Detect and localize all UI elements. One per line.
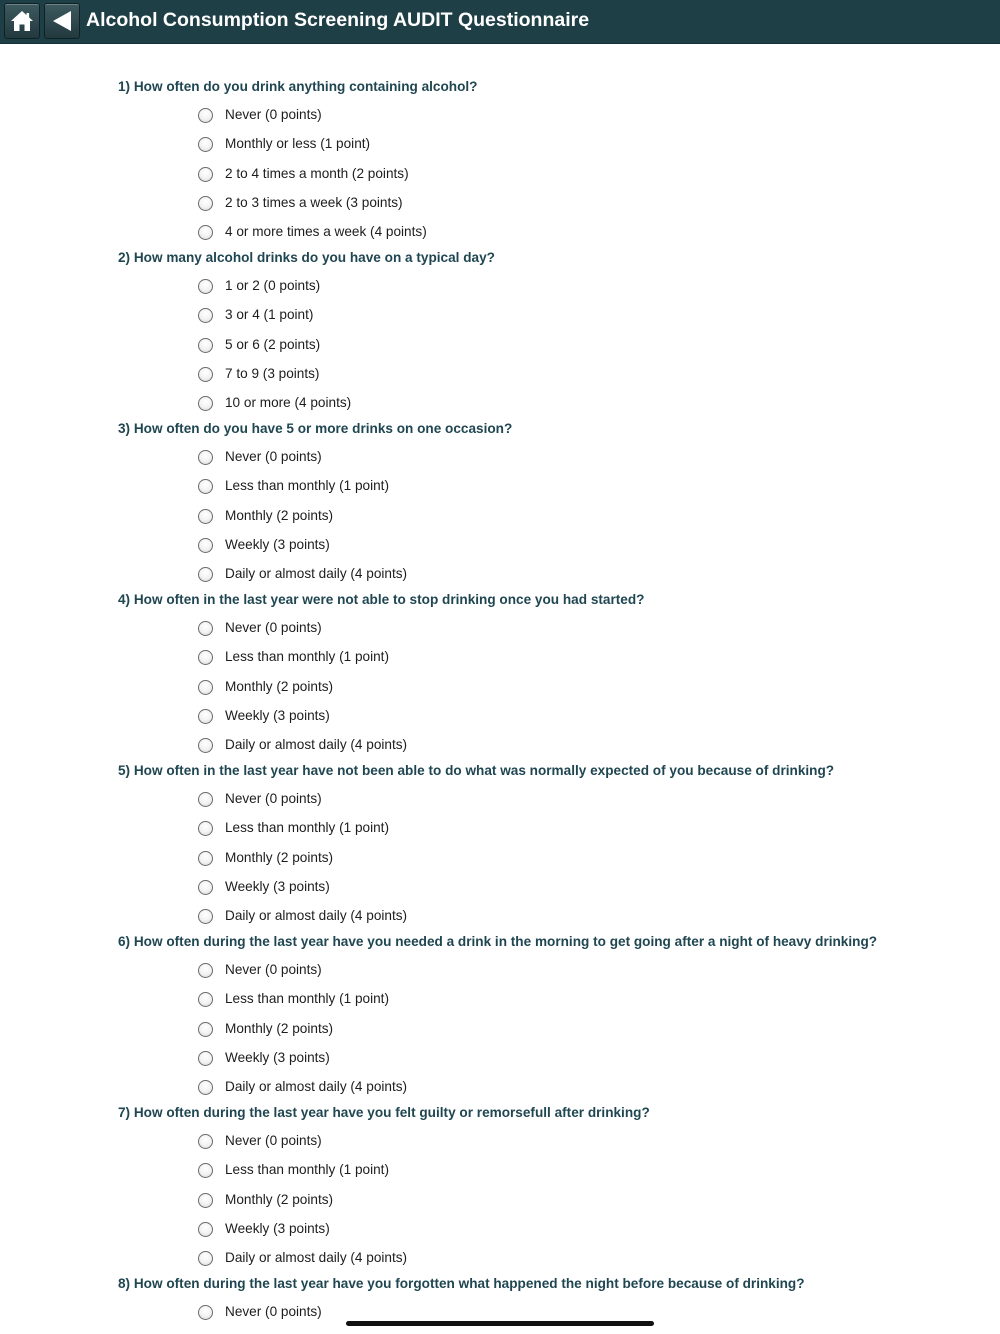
answer-option-label: Never (0 points)	[225, 107, 322, 122]
answer-option[interactable]	[198, 477, 598, 499]
home-indicator	[346, 1321, 654, 1326]
answer-option-label: Never (0 points)	[225, 1133, 322, 1148]
radio-button[interactable]	[198, 137, 213, 152]
answer-option[interactable]	[198, 507, 598, 529]
answer-option-label: Daily or almost daily (4 points)	[225, 1250, 408, 1265]
answer-option[interactable]	[198, 707, 598, 729]
answer-option-label: Monthly (2 points)	[225, 507, 334, 523]
radio-button[interactable]	[198, 1193, 213, 1208]
answer-option-label: 5 or 6 (2 points)	[225, 336, 321, 352]
answer-option[interactable]	[198, 849, 598, 871]
radio-button[interactable]	[198, 709, 213, 724]
radio-button[interactable]	[198, 450, 213, 465]
question-text: 5) How often in the last year have not been able to do what was normally expected of you because of drinking?	[118, 763, 835, 778]
answer-option-label: Monthly (2 points)	[225, 678, 334, 694]
answer-option-label: Never (0 points)	[225, 449, 322, 464]
answer-option[interactable]	[198, 648, 598, 670]
answer-option[interactable]	[198, 1161, 598, 1183]
radio-button[interactable]	[198, 621, 213, 636]
answer-option-label: 3 or 4 (1 point)	[225, 307, 314, 323]
radio-button[interactable]	[198, 279, 213, 294]
answer-option-label: Never (0 points)	[225, 620, 322, 635]
answer-option-label: Monthly (2 points)	[225, 1191, 334, 1207]
answer-option[interactable]	[198, 1132, 598, 1154]
answer-option-label: 10 or more (4 points)	[225, 395, 352, 410]
answer-option-label: Never (0 points)	[225, 962, 322, 977]
answer-option[interactable]	[198, 1020, 598, 1042]
answer-option-label: 1 or 2 (0 points)	[225, 278, 321, 293]
answer-option-label: Less than monthly (1 point)	[225, 820, 389, 836]
answer-option-label: Monthly or less (1 point)	[225, 136, 371, 152]
back-arrow-icon	[49, 8, 75, 34]
radio-button[interactable]	[198, 1080, 213, 1095]
answer-option[interactable]	[198, 790, 598, 812]
home-button[interactable]	[4, 3, 40, 39]
answer-option[interactable]	[198, 819, 598, 841]
question-text: 1) How often do you drink anything containing alcohol?	[118, 79, 478, 94]
answer-option[interactable]	[198, 907, 598, 929]
answer-option[interactable]	[198, 194, 598, 216]
radio-button[interactable]	[198, 1051, 213, 1066]
answer-option[interactable]	[198, 1191, 598, 1213]
answer-option[interactable]	[198, 365, 598, 387]
answer-option[interactable]	[198, 961, 598, 983]
radio-button[interactable]	[198, 225, 213, 240]
radio-button[interactable]	[198, 108, 213, 123]
radio-button[interactable]	[198, 396, 213, 411]
answer-option-label: Less than monthly (1 point)	[225, 649, 389, 665]
answer-option-label: 2 to 3 times a week (3 points)	[225, 194, 403, 210]
answer-option-label: Daily or almost daily (4 points)	[225, 1079, 408, 1094]
answer-option[interactable]	[198, 135, 598, 157]
radio-button[interactable]	[198, 792, 213, 807]
answer-option-label: Weekly (3 points)	[225, 707, 330, 723]
radio-button[interactable]	[198, 567, 213, 582]
answer-option-label: Daily or almost daily (4 points)	[225, 566, 408, 581]
answer-option-label: Monthly (2 points)	[225, 1020, 334, 1036]
answer-option[interactable]	[198, 336, 598, 358]
answer-option-label: Weekly (3 points)	[225, 878, 330, 894]
answer-option[interactable]	[198, 165, 598, 187]
answer-option-label: Less than monthly (1 point)	[225, 1162, 389, 1178]
question-text: 2) How many alcohol drinks do you have on a typical day?	[118, 250, 495, 265]
answer-option[interactable]	[198, 1049, 598, 1071]
answer-option-label: Daily or almost daily (4 points)	[225, 737, 408, 752]
answer-option[interactable]	[198, 878, 598, 900]
answer-option-label: 2 to 4 times a month (2 points)	[225, 165, 409, 181]
answer-option-label: Less than monthly (1 point)	[225, 991, 389, 1007]
radio-button[interactable]	[198, 650, 213, 665]
radio-button[interactable]	[198, 1222, 213, 1237]
radio-button[interactable]	[198, 196, 213, 211]
radio-button[interactable]	[198, 538, 213, 553]
answer-option[interactable]	[198, 565, 598, 587]
answer-option[interactable]	[198, 448, 598, 470]
answer-option[interactable]	[198, 277, 598, 299]
answer-option[interactable]	[198, 223, 598, 245]
radio-button[interactable]	[198, 1305, 213, 1320]
answer-option[interactable]	[198, 1078, 598, 1100]
home-icon	[9, 8, 35, 34]
answer-option[interactable]	[198, 678, 598, 700]
question-text: 6) How often during the last year have you needed a drink in the morning to get going after a night of heavy drinking?	[118, 934, 878, 949]
question-text: 7) How often during the last year have you felt guilty or remorsefull after drinking?	[118, 1105, 650, 1120]
answer-option[interactable]	[198, 990, 598, 1012]
radio-button[interactable]	[198, 1022, 213, 1037]
answer-option-label: Never (0 points)	[225, 791, 322, 806]
page-title: Alcohol Consumption Screening AUDIT Questionnaire	[86, 9, 590, 31]
answer-option[interactable]	[198, 394, 598, 416]
radio-button[interactable]	[198, 338, 213, 353]
radio-button[interactable]	[198, 680, 213, 695]
back-button[interactable]	[44, 3, 80, 39]
radio-button[interactable]	[198, 909, 213, 924]
radio-button[interactable]	[198, 738, 213, 753]
question-text: 3) How often do you have 5 or more drinks on one occasion?	[118, 421, 513, 436]
answer-option[interactable]	[198, 536, 598, 558]
radio-button[interactable]	[198, 963, 213, 978]
radio-button[interactable]	[198, 851, 213, 866]
radio-button[interactable]	[198, 1251, 213, 1266]
answer-option[interactable]	[198, 1249, 598, 1271]
app-header	[0, 0, 1000, 44]
answer-option-label: Less than monthly (1 point)	[225, 478, 389, 494]
radio-button[interactable]	[198, 880, 213, 895]
question-text: 4) How often in the last year were not able to stop drinking once you had started?	[118, 592, 645, 607]
answer-option-label: Weekly (3 points)	[225, 536, 330, 552]
radio-button[interactable]	[198, 367, 213, 382]
answer-option-label: Daily or almost daily (4 points)	[225, 908, 408, 923]
radio-button[interactable]	[198, 308, 213, 323]
radio-button[interactable]	[198, 509, 213, 524]
radio-button[interactable]	[198, 167, 213, 182]
radio-button[interactable]	[198, 479, 213, 494]
answer-option-label: Never (0 points)	[225, 1304, 322, 1319]
answer-option[interactable]	[198, 306, 598, 328]
answer-option-label: Weekly (3 points)	[225, 1049, 330, 1065]
answer-option-label: Weekly (3 points)	[225, 1220, 330, 1236]
radio-button[interactable]	[198, 992, 213, 1007]
answer-option-label: 4 or more times a week (4 points)	[225, 224, 427, 239]
answer-option-label: Monthly (2 points)	[225, 849, 334, 865]
question-text: 8) How often during the last year have you forgotten what happened the night before because of drinking?	[118, 1276, 805, 1291]
answer-option-label: 7 to 9 (3 points)	[225, 365, 320, 381]
answer-option[interactable]	[198, 1220, 598, 1242]
answer-option[interactable]	[198, 736, 598, 758]
answer-option[interactable]	[198, 106, 598, 128]
radio-button[interactable]	[198, 821, 213, 836]
radio-button[interactable]	[198, 1134, 213, 1149]
radio-button[interactable]	[198, 1163, 213, 1178]
answer-option[interactable]	[198, 619, 598, 641]
